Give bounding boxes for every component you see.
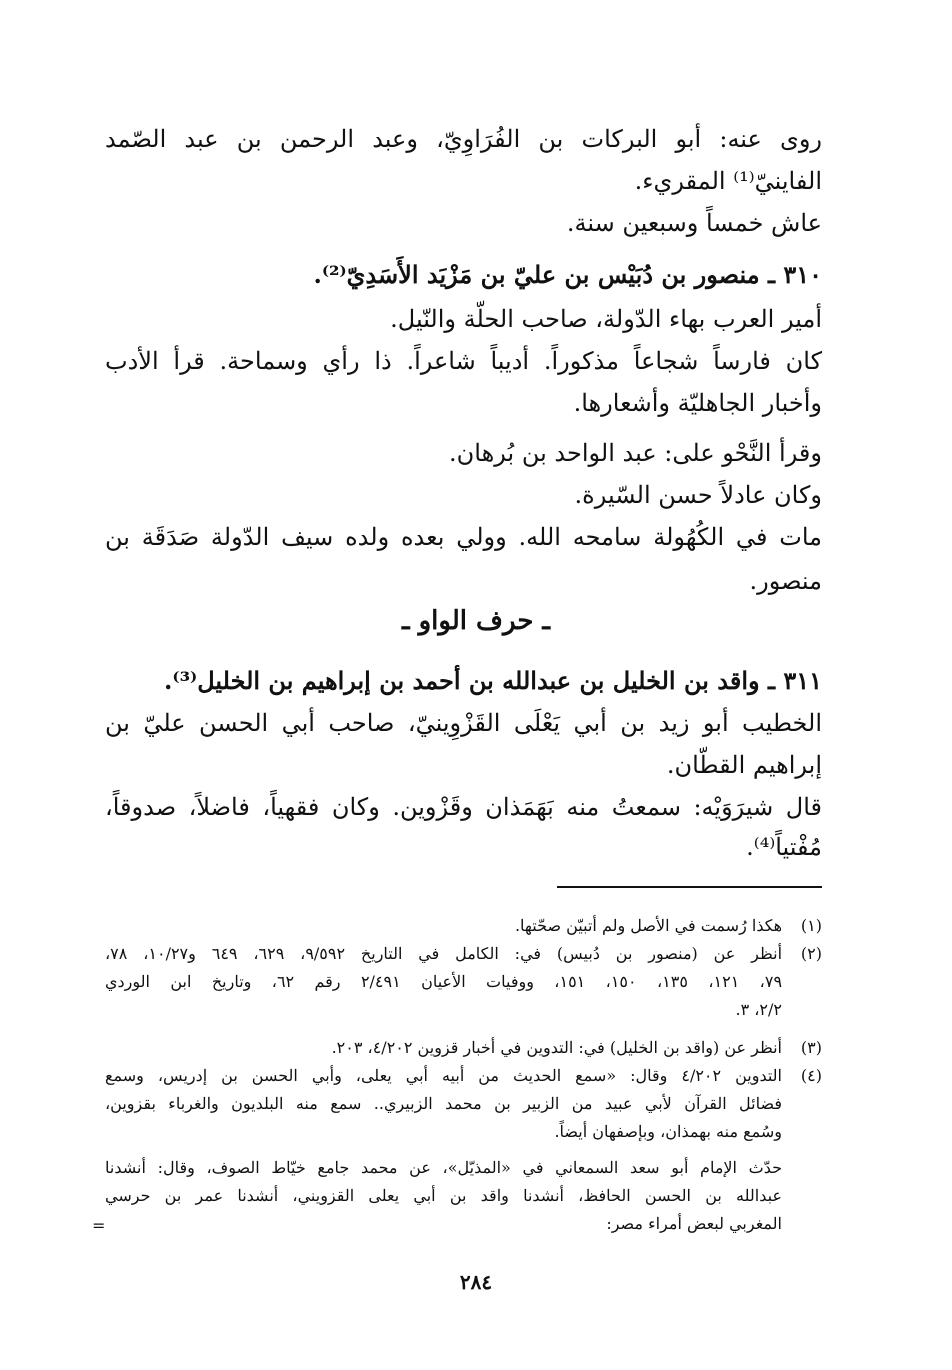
section-heading: ـ حرف الواو ـ: [401, 606, 551, 636]
footnote-4-number: (٤): [800, 1066, 822, 1085]
body-line-13: الخطيب أبو زيد بن أبي يَعْلَى القَزْوِينيّ، صاحب أبي الحسن عليّ بن: [105, 709, 822, 737]
footnote-2-number: (٢): [800, 944, 822, 963]
body-line-7: وأخبار الجاهليّة وأشعارها.: [573, 389, 822, 417]
footnote-2-line-2: ٧٩، ١٢١، ١٣٥، ١٥٠، ١٥١، ووفيات الأعيان ٢/٤٩١ رقم ٦٢، وتاريخ ابن الوردي: [105, 972, 783, 991]
body-line-15: قال شيرَوَيْه: سمعتُ منه بَهَمَذان وقَزْوين. وكان فقهياً، فاضلاً، صدوقاً،: [105, 793, 822, 821]
footnote-1: هكذا رُسمت في الأصل ولم أتبيّن صحّتها.: [514, 916, 782, 935]
footnote-1-number: (١): [800, 916, 822, 935]
body-line-10: مات في الكُهُولة سامحه الله. وولي بعده ولده سيف الدّولة صَدَقَة بن: [105, 523, 822, 551]
body-line-11: منصور.: [749, 567, 822, 595]
body-line-9: وكان عادلاً حسن السّيرة.: [574, 481, 822, 509]
body-line-6: كان فارساً شجاعاً مذكوراً. أديباً شاعراً. ذا رأي وسماحة. قرأ الأدب: [105, 347, 822, 375]
entry-310-title: ٣١٠ ـ منصور بن دُبَيْس بن عليّ بن مَزْيَد الأَسَدِيّ⁽²⁾.: [313, 260, 822, 289]
body-line-8: وقرأ النَّحْو على: عبد الواحد بن بُرهان.: [449, 439, 822, 467]
footnote-4-line-6: المغربي لبعض أمراء مصر:: [606, 1214, 782, 1233]
footnote-separator: [557, 886, 822, 888]
body-line-5: أمير العرب بهاء الدّولة، صاحب الحلّة والنّيل.: [390, 305, 822, 333]
footnote-4-line-3: وسُمع منه بهمذان، وبإصفهان أيضاً.: [554, 1122, 782, 1141]
continuation-mark: =: [92, 1216, 106, 1235]
footnote-4-line-1: التدوين ٤/٢٠٢ وقال: «سمع الحديث من أبيه أبي يعلى، وأبي الحسن بن إدريس، وسمع: [105, 1066, 782, 1085]
footnote-3-number: (٣): [800, 1038, 822, 1057]
footnote-4-line-4: حدّث الإمام أبو سعد السمعاني في «المذيّل»، عن محمد جامع خيّاط الصوف، وقال: أنشدنا: [105, 1158, 782, 1177]
body-line-1: روى عنه: أبو البركات بن الفُرَاوِيّ، وعبد الرحمن بن عبد الصّمد: [105, 125, 822, 153]
entry-311-title: ٣١١ ـ واقد بن الخليل بن عبدالله بن أحمد بن إبراهيم بن الخليل⁽³⁾.: [164, 666, 822, 695]
footnote-4-line-5: عبدالله بن الحسن الحافظ، أنشدنا واقد بن أبي يعلى القزويني، أنشدنا عمر بن حرسي: [105, 1186, 782, 1205]
footnote-2-line-3: ٢/٢، ٣.: [735, 1000, 782, 1019]
body-line-3: عاش خمساً وسبعين سنة.: [566, 209, 822, 237]
body-line-16: مُفْتياً⁽⁴⁾.: [746, 833, 822, 861]
body-line-2: الفاينيّ⁽¹⁾ المقريء.: [634, 167, 822, 195]
page-number: ٢٨٤: [459, 1270, 493, 1294]
footnote-3: أنظر عن (واقد بن الخليل) في: التدوين في أخبار قزوين ٤/٢٠٢، ٢٠٣.: [331, 1038, 782, 1057]
footnote-2-line-1: أنظر عن (منصور بن دُبيس) في: الكامل في التاريخ ٩/٥٩٢، ٦٢٩، ٦٤٩ و١٠/٢٧، ٧٨،: [105, 944, 783, 963]
body-line-14: إبراهيم القطّان.: [666, 751, 822, 779]
footnote-4-line-2: فضائل القرآن لأبي عبيد من الزبير بن محمد الزبيري.. سمع منه البلديون والغرباء بقزوين،: [105, 1094, 783, 1113]
